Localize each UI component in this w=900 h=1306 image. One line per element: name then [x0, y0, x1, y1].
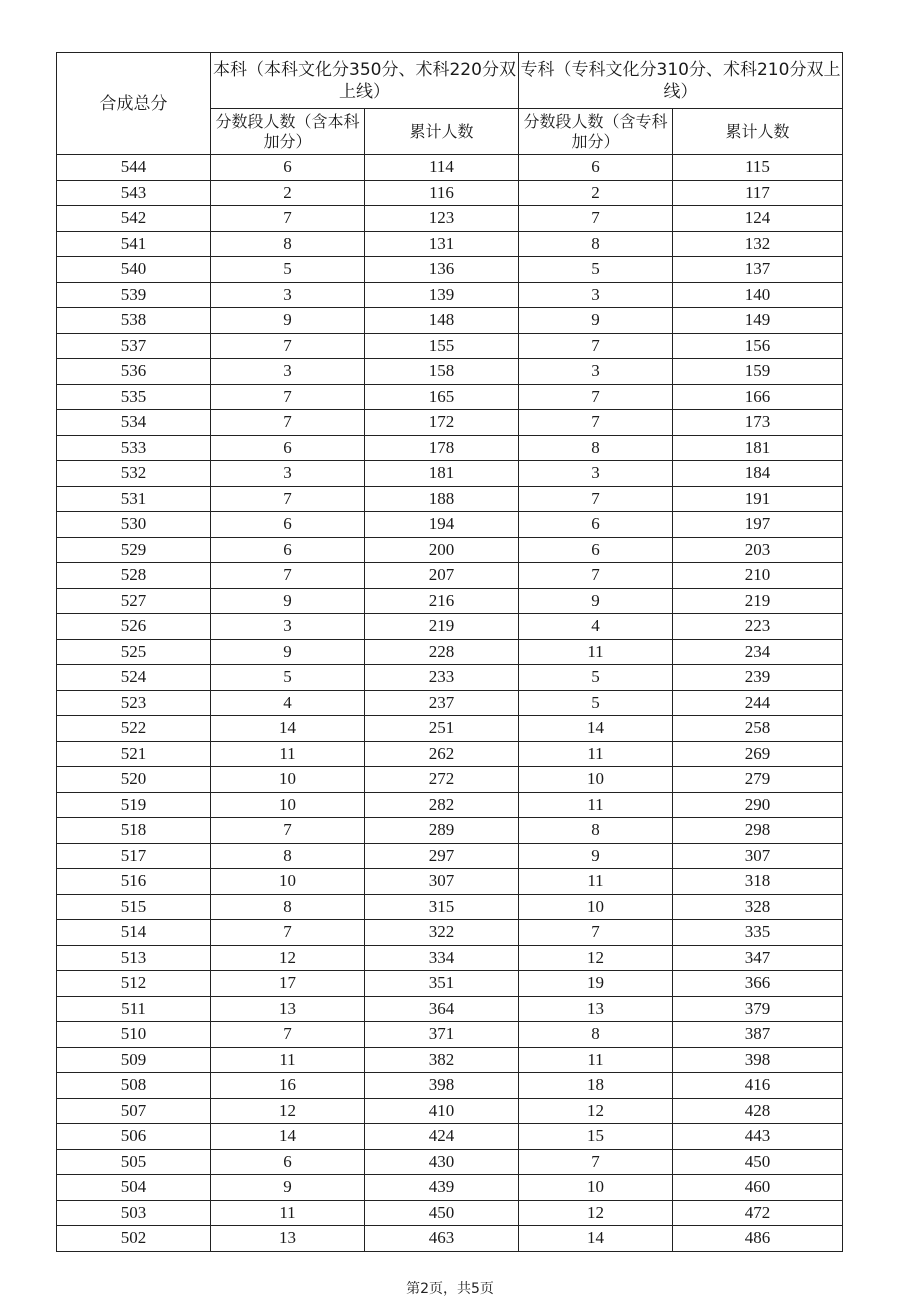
cell-undergrad-segment: 13 [211, 996, 365, 1022]
cell-undergrad-segment: 13 [211, 1226, 365, 1252]
cell-undergrad-cumulative: 282 [365, 792, 519, 818]
cell-junior-cumulative: 460 [673, 1175, 843, 1201]
cell-junior-segment: 5 [519, 690, 673, 716]
cell-junior-cumulative: 244 [673, 690, 843, 716]
cell-junior-cumulative: 307 [673, 843, 843, 869]
cell-undergrad-segment: 8 [211, 894, 365, 920]
cell-undergrad-segment: 12 [211, 945, 365, 971]
table-row [57, 665, 843, 691]
table-row [57, 231, 843, 257]
cell-undergrad-cumulative: 334 [365, 945, 519, 971]
cell-undergrad-cumulative: 382 [365, 1047, 519, 1073]
table-row [57, 945, 843, 971]
cell-junior-cumulative: 197 [673, 512, 843, 538]
cell-undergrad-cumulative: 114 [365, 155, 519, 181]
cell-score: 528 [57, 563, 211, 589]
cell-undergrad-cumulative: 272 [365, 767, 519, 793]
cell-junior-segment: 12 [519, 1098, 673, 1124]
cell-undergrad-segment: 3 [211, 461, 365, 487]
cell-junior-cumulative: 366 [673, 971, 843, 997]
header-junior-group: 专科（专科文化分310分、术科210分双上线） [519, 53, 843, 109]
cell-undergrad-cumulative: 148 [365, 308, 519, 334]
cell-score: 536 [57, 359, 211, 385]
header-undergrad-group: 本科（本科文化分350分、术科220分双上线） [211, 53, 519, 109]
cell-undergrad-cumulative: 228 [365, 639, 519, 665]
cell-junior-segment: 7 [519, 563, 673, 589]
cell-score: 530 [57, 512, 211, 538]
cell-junior-cumulative: 443 [673, 1124, 843, 1150]
cell-score: 516 [57, 869, 211, 895]
cell-score: 533 [57, 435, 211, 461]
cell-undergrad-cumulative: 194 [365, 512, 519, 538]
cell-undergrad-cumulative: 262 [365, 741, 519, 767]
cell-undergrad-cumulative: 424 [365, 1124, 519, 1150]
cell-undergrad-cumulative: 116 [365, 180, 519, 206]
table-row [57, 435, 843, 461]
cell-junior-segment: 11 [519, 1047, 673, 1073]
cell-undergrad-cumulative: 207 [365, 563, 519, 589]
table-row [57, 282, 843, 308]
cell-undergrad-cumulative: 131 [365, 231, 519, 257]
cell-undergrad-cumulative: 123 [365, 206, 519, 232]
table-row [57, 410, 843, 436]
cell-undergrad-cumulative: 410 [365, 1098, 519, 1124]
table-row [57, 1098, 843, 1124]
cell-score: 541 [57, 231, 211, 257]
cell-junior-segment: 4 [519, 614, 673, 640]
table-row [57, 333, 843, 359]
cell-undergrad-cumulative: 219 [365, 614, 519, 640]
cell-score: 526 [57, 614, 211, 640]
table-row [57, 716, 843, 742]
cell-undergrad-cumulative: 155 [365, 333, 519, 359]
cell-junior-cumulative: 269 [673, 741, 843, 767]
cell-score: 513 [57, 945, 211, 971]
cell-junior-cumulative: 203 [673, 537, 843, 563]
cell-undergrad-cumulative: 398 [365, 1073, 519, 1099]
cell-undergrad-segment: 4 [211, 690, 365, 716]
cell-undergrad-segment: 6 [211, 155, 365, 181]
cell-score: 514 [57, 920, 211, 946]
cell-undergrad-segment: 6 [211, 1149, 365, 1175]
cell-undergrad-segment: 7 [211, 410, 365, 436]
cell-undergrad-segment: 14 [211, 1124, 365, 1150]
cell-score: 509 [57, 1047, 211, 1073]
cell-junior-segment: 9 [519, 843, 673, 869]
cell-junior-cumulative: 159 [673, 359, 843, 385]
cell-junior-cumulative: 140 [673, 282, 843, 308]
table-row [57, 180, 843, 206]
cell-undergrad-segment: 7 [211, 333, 365, 359]
cell-undergrad-segment: 6 [211, 435, 365, 461]
table-row [57, 869, 843, 895]
cell-score: 502 [57, 1226, 211, 1252]
table-row [57, 920, 843, 946]
cell-undergrad-segment: 7 [211, 563, 365, 589]
cell-undergrad-segment: 9 [211, 308, 365, 334]
cell-score: 538 [57, 308, 211, 334]
cell-undergrad-segment: 7 [211, 486, 365, 512]
cell-junior-segment: 7 [519, 1149, 673, 1175]
cell-undergrad-cumulative: 315 [365, 894, 519, 920]
cell-score: 521 [57, 741, 211, 767]
cell-undergrad-cumulative: 181 [365, 461, 519, 487]
header-total-score: 合成总分 [57, 53, 211, 155]
cell-undergrad-segment: 7 [211, 384, 365, 410]
cell-undergrad-segment: 3 [211, 282, 365, 308]
cell-junior-segment: 3 [519, 282, 673, 308]
cell-undergrad-cumulative: 139 [365, 282, 519, 308]
table-row [57, 563, 843, 589]
cell-junior-segment: 12 [519, 945, 673, 971]
table-row [57, 1073, 843, 1099]
cell-score: 520 [57, 767, 211, 793]
cell-score: 508 [57, 1073, 211, 1099]
page-footer [0, 1278, 900, 1298]
table-row [57, 971, 843, 997]
header-undergrad-cumulative: 累计人数 [365, 109, 519, 155]
cell-undergrad-segment: 10 [211, 792, 365, 818]
cell-score: 524 [57, 665, 211, 691]
cell-junior-cumulative: 234 [673, 639, 843, 665]
cell-junior-cumulative: 184 [673, 461, 843, 487]
table-body [57, 155, 843, 1252]
cell-undergrad-segment: 9 [211, 1175, 365, 1201]
cell-junior-cumulative: 156 [673, 333, 843, 359]
cell-junior-cumulative: 398 [673, 1047, 843, 1073]
cell-junior-segment: 9 [519, 308, 673, 334]
cell-undergrad-segment: 17 [211, 971, 365, 997]
header-undergrad-segment: 分数段人数（含本科加分） [211, 109, 365, 155]
cell-junior-segment: 7 [519, 410, 673, 436]
cell-undergrad-cumulative: 172 [365, 410, 519, 436]
score-distribution-table [56, 52, 843, 1252]
cell-undergrad-cumulative: 237 [365, 690, 519, 716]
cell-undergrad-cumulative: 216 [365, 588, 519, 614]
cell-undergrad-cumulative: 322 [365, 920, 519, 946]
cell-score: 535 [57, 384, 211, 410]
cell-junior-segment: 7 [519, 920, 673, 946]
cell-junior-segment: 3 [519, 359, 673, 385]
cell-junior-segment: 6 [519, 537, 673, 563]
table-row [57, 894, 843, 920]
cell-score: 540 [57, 257, 211, 283]
table-row [57, 792, 843, 818]
cell-score: 503 [57, 1200, 211, 1226]
cell-junior-segment: 11 [519, 792, 673, 818]
cell-score: 515 [57, 894, 211, 920]
table-row [57, 767, 843, 793]
cell-undergrad-segment: 16 [211, 1073, 365, 1099]
table-row [57, 1200, 843, 1226]
cell-undergrad-segment: 7 [211, 920, 365, 946]
cell-undergrad-segment: 5 [211, 665, 365, 691]
cell-score: 543 [57, 180, 211, 206]
cell-score: 539 [57, 282, 211, 308]
cell-junior-segment: 7 [519, 384, 673, 410]
cell-undergrad-cumulative: 450 [365, 1200, 519, 1226]
cell-junior-cumulative: 347 [673, 945, 843, 971]
cell-undergrad-segment: 9 [211, 588, 365, 614]
cell-score: 512 [57, 971, 211, 997]
cell-score: 510 [57, 1022, 211, 1048]
cell-score: 531 [57, 486, 211, 512]
table-row [57, 1124, 843, 1150]
cell-undergrad-segment: 6 [211, 512, 365, 538]
cell-undergrad-segment: 3 [211, 359, 365, 385]
cell-undergrad-cumulative: 307 [365, 869, 519, 895]
table-row [57, 588, 843, 614]
cell-undergrad-cumulative: 364 [365, 996, 519, 1022]
cell-junior-cumulative: 115 [673, 155, 843, 181]
cell-junior-cumulative: 379 [673, 996, 843, 1022]
cell-undergrad-cumulative: 351 [365, 971, 519, 997]
cell-junior-cumulative: 181 [673, 435, 843, 461]
cell-score: 537 [57, 333, 211, 359]
cell-undergrad-cumulative: 200 [365, 537, 519, 563]
cell-score: 532 [57, 461, 211, 487]
table-row [57, 614, 843, 640]
table-row [57, 512, 843, 538]
page-number-label: 第2页，共5页 [406, 1281, 494, 1297]
cell-undergrad-cumulative: 178 [365, 435, 519, 461]
cell-score: 534 [57, 410, 211, 436]
cell-junior-cumulative: 428 [673, 1098, 843, 1124]
table-row [57, 1226, 843, 1252]
table-row [57, 206, 843, 232]
table-row [57, 537, 843, 563]
cell-undergrad-segment: 12 [211, 1098, 365, 1124]
cell-junior-segment: 10 [519, 1175, 673, 1201]
cell-junior-cumulative: 219 [673, 588, 843, 614]
cell-undergrad-cumulative: 371 [365, 1022, 519, 1048]
header-junior-segment: 分数段人数（含专科加分） [519, 109, 673, 155]
cell-undergrad-segment: 7 [211, 818, 365, 844]
cell-score: 504 [57, 1175, 211, 1201]
cell-score: 506 [57, 1124, 211, 1150]
cell-junior-segment: 14 [519, 716, 673, 742]
cell-junior-segment: 18 [519, 1073, 673, 1099]
cell-score: 544 [57, 155, 211, 181]
table-row [57, 818, 843, 844]
cell-junior-cumulative: 191 [673, 486, 843, 512]
cell-junior-cumulative: 387 [673, 1022, 843, 1048]
cell-junior-cumulative: 149 [673, 308, 843, 334]
cell-undergrad-cumulative: 439 [365, 1175, 519, 1201]
cell-undergrad-cumulative: 289 [365, 818, 519, 844]
cell-junior-cumulative: 124 [673, 206, 843, 232]
cell-junior-segment: 7 [519, 333, 673, 359]
cell-junior-segment: 3 [519, 461, 673, 487]
cell-undergrad-segment: 11 [211, 1047, 365, 1073]
cell-junior-cumulative: 210 [673, 563, 843, 589]
cell-undergrad-segment: 11 [211, 741, 365, 767]
cell-score: 542 [57, 206, 211, 232]
table-row [57, 308, 843, 334]
table-row [57, 257, 843, 283]
cell-junior-segment: 8 [519, 818, 673, 844]
cell-undergrad-segment: 3 [211, 614, 365, 640]
cell-junior-segment: 10 [519, 894, 673, 920]
cell-junior-cumulative: 173 [673, 410, 843, 436]
cell-junior-segment: 11 [519, 639, 673, 665]
cell-junior-cumulative: 335 [673, 920, 843, 946]
cell-junior-segment: 9 [519, 588, 673, 614]
table-row [57, 843, 843, 869]
cell-junior-segment: 8 [519, 231, 673, 257]
cell-junior-segment: 8 [519, 435, 673, 461]
table-row [57, 1175, 843, 1201]
table-row [57, 1047, 843, 1073]
cell-junior-cumulative: 239 [673, 665, 843, 691]
cell-junior-cumulative: 450 [673, 1149, 843, 1175]
cell-junior-cumulative: 137 [673, 257, 843, 283]
cell-junior-cumulative: 166 [673, 384, 843, 410]
cell-undergrad-segment: 6 [211, 537, 365, 563]
cell-undergrad-segment: 14 [211, 716, 365, 742]
table-row [57, 486, 843, 512]
cell-undergrad-cumulative: 158 [365, 359, 519, 385]
cell-junior-segment: 11 [519, 869, 673, 895]
cell-undergrad-cumulative: 297 [365, 843, 519, 869]
table-row [57, 461, 843, 487]
table-row [57, 359, 843, 385]
cell-junior-segment: 7 [519, 206, 673, 232]
cell-undergrad-segment: 2 [211, 180, 365, 206]
header-junior-cumulative: 累计人数 [673, 109, 843, 155]
cell-junior-segment: 14 [519, 1226, 673, 1252]
cell-score: 518 [57, 818, 211, 844]
table-row [57, 639, 843, 665]
cell-score: 519 [57, 792, 211, 818]
cell-score: 529 [57, 537, 211, 563]
cell-undergrad-cumulative: 251 [365, 716, 519, 742]
cell-score: 523 [57, 690, 211, 716]
cell-junior-cumulative: 290 [673, 792, 843, 818]
cell-junior-cumulative: 486 [673, 1226, 843, 1252]
cell-junior-cumulative: 258 [673, 716, 843, 742]
cell-undergrad-segment: 10 [211, 767, 365, 793]
cell-score: 507 [57, 1098, 211, 1124]
cell-undergrad-cumulative: 165 [365, 384, 519, 410]
cell-undergrad-segment: 5 [211, 257, 365, 283]
cell-undergrad-cumulative: 430 [365, 1149, 519, 1175]
cell-undergrad-segment: 9 [211, 639, 365, 665]
cell-undergrad-segment: 8 [211, 843, 365, 869]
cell-undergrad-cumulative: 136 [365, 257, 519, 283]
cell-undergrad-cumulative: 233 [365, 665, 519, 691]
cell-junior-cumulative: 298 [673, 818, 843, 844]
table-row [57, 690, 843, 716]
cell-junior-segment: 7 [519, 486, 673, 512]
table-row [57, 1022, 843, 1048]
cell-undergrad-segment: 11 [211, 1200, 365, 1226]
table-row [57, 155, 843, 181]
cell-junior-cumulative: 472 [673, 1200, 843, 1226]
table-row [57, 384, 843, 410]
cell-undergrad-cumulative: 188 [365, 486, 519, 512]
cell-junior-segment: 6 [519, 155, 673, 181]
table-row [57, 741, 843, 767]
cell-undergrad-cumulative: 463 [365, 1226, 519, 1252]
table-row [57, 1149, 843, 1175]
cell-undergrad-segment: 7 [211, 206, 365, 232]
cell-junior-segment: 10 [519, 767, 673, 793]
cell-score: 522 [57, 716, 211, 742]
cell-junior-segment: 13 [519, 996, 673, 1022]
cell-junior-cumulative: 132 [673, 231, 843, 257]
cell-junior-segment: 5 [519, 665, 673, 691]
cell-junior-cumulative: 318 [673, 869, 843, 895]
cell-junior-cumulative: 117 [673, 180, 843, 206]
cell-junior-cumulative: 279 [673, 767, 843, 793]
cell-junior-segment: 6 [519, 512, 673, 538]
cell-undergrad-segment: 7 [211, 1022, 365, 1048]
cell-junior-segment: 19 [519, 971, 673, 997]
cell-undergrad-segment: 10 [211, 869, 365, 895]
cell-score: 511 [57, 996, 211, 1022]
cell-junior-segment: 2 [519, 180, 673, 206]
cell-junior-cumulative: 328 [673, 894, 843, 920]
cell-score: 527 [57, 588, 211, 614]
cell-junior-segment: 12 [519, 1200, 673, 1226]
cell-junior-segment: 5 [519, 257, 673, 283]
cell-score: 525 [57, 639, 211, 665]
cell-score: 505 [57, 1149, 211, 1175]
cell-junior-segment: 8 [519, 1022, 673, 1048]
cell-junior-cumulative: 416 [673, 1073, 843, 1099]
cell-junior-cumulative: 223 [673, 614, 843, 640]
table-row [57, 996, 843, 1022]
cell-junior-segment: 11 [519, 741, 673, 767]
cell-junior-segment: 15 [519, 1124, 673, 1150]
cell-undergrad-segment: 8 [211, 231, 365, 257]
cell-score: 517 [57, 843, 211, 869]
